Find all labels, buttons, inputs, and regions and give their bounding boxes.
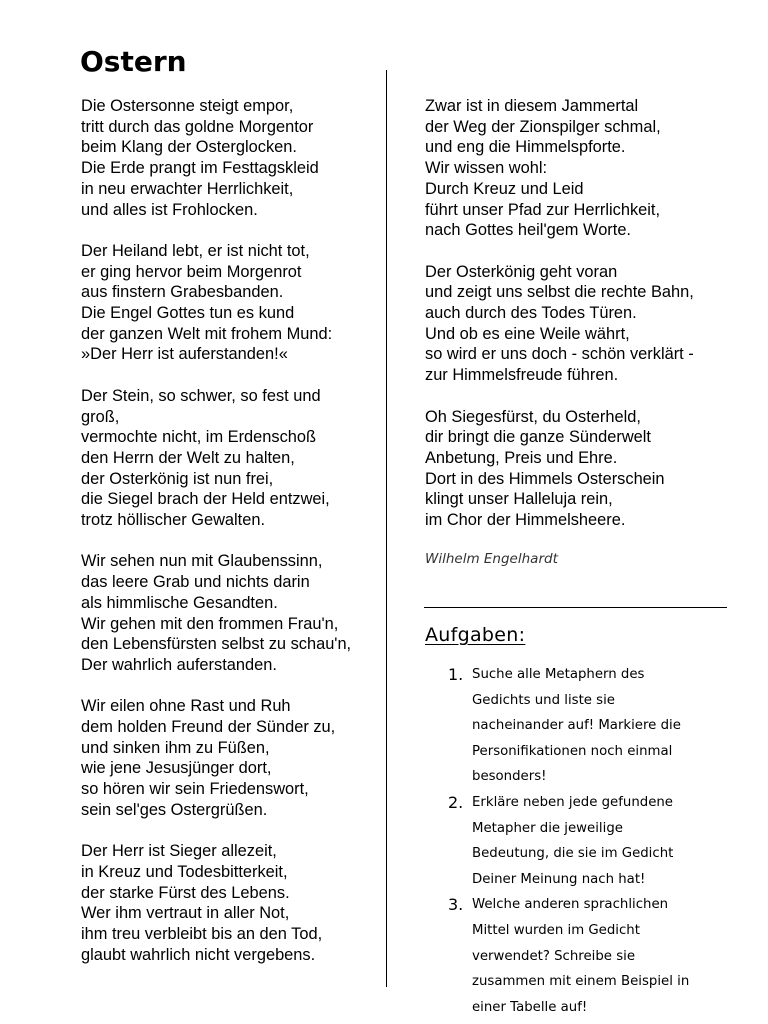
poem-line: den Herrn der Welt zu halten, — [81, 448, 295, 467]
poem-line: Wir sehen nun mit Glaubenssinn, — [81, 552, 323, 571]
poem-line: das leere Grab und nichts darin — [81, 573, 310, 592]
poem-line: als himmlische Gesandten. — [81, 593, 278, 612]
poem-line: Die Erde prangt im Festtagskleid — [81, 159, 319, 178]
poem-line: ihm treu verbleibt bis an den Tod, — [81, 925, 323, 944]
poem-stanza — [81, 841, 381, 965]
poem-line: Zwar ist in diesem Jammertal — [425, 97, 639, 115]
poem-line: zur Himmelsfreude führen. — [425, 366, 619, 385]
poem-line: und sinken ihm zu Füßen, — [81, 738, 270, 757]
poem-line: Die Ostersonne steigt empor, — [81, 97, 294, 115]
poem-line: Der Stein, so schwer, so fest und — [81, 386, 321, 405]
poem-stanza — [81, 551, 381, 675]
tasks-heading — [425, 620, 525, 650]
poem-line: groß, — [81, 407, 120, 426]
task-number: 3. — [448, 895, 464, 915]
task-text-line: Gedichts und liste sie — [472, 692, 615, 708]
task-text-line: zusammen mit einem Beispiel in — [472, 974, 690, 990]
poem-line: Wer ihm vertraut in aller Not, — [81, 904, 290, 923]
poem-line: und alles ist Frohlocken. — [81, 200, 258, 219]
poem-line: Dort in des Himmels Osterschein — [425, 469, 665, 488]
poem-line: wie jene Jesusjünger dort, — [81, 759, 272, 778]
task-item — [448, 892, 733, 1020]
poem-line: Der Osterkönig geht voran — [425, 262, 618, 281]
poem-stanza — [425, 407, 735, 531]
poem-line: klingt unser Halleluja rein, — [425, 490, 613, 509]
poem-line: Der Herr ist Sieger allezeit, — [81, 842, 277, 861]
poem-line: Durch Kreuz und Leid — [425, 179, 584, 198]
poem-line: sein sel'ges Ostergrüßen. — [81, 800, 268, 819]
task-text-line: Bedeutung, die sie im Gedicht — [472, 846, 674, 862]
task-text-line: Personifikationen noch einmal — [472, 743, 673, 759]
tasks-separator — [424, 607, 727, 608]
poem-line: in Kreuz und Todesbitterkeit, — [81, 862, 288, 881]
poem-line: der ganzen Welt mit frohem Mund: — [81, 324, 333, 343]
poem-line: dem holden Freund der Sünder zu, — [81, 718, 336, 737]
poem-column-left — [81, 96, 381, 986]
poem-line: im Chor der Himmelsheere. — [425, 511, 626, 530]
poem-line: dir bringt die ganze Sünderwelt — [425, 428, 651, 447]
poem-line: »Der Herr ist auferstanden!« — [81, 345, 288, 364]
poem-line: der Weg der Zionspilger schmal, — [425, 117, 661, 136]
task-text-line: besonders! — [472, 769, 547, 785]
poem-line: Oh Siegesfürst, du Osterheld, — [425, 407, 641, 426]
poem-stanza — [81, 696, 381, 820]
task-item — [448, 662, 733, 790]
page-title: Ostern — [80, 45, 187, 78]
poem-line: so wird er uns doch - schön verklärt - — [425, 345, 694, 364]
poem-stanza — [81, 386, 381, 531]
task-number: 2. — [448, 792, 464, 812]
poem-line: auch durch des Todes Türen. — [425, 304, 637, 323]
task-text-line: Erkläre neben jede gefundene — [472, 794, 673, 810]
poem-line: trotz höllischer Gewalten. — [81, 511, 266, 530]
poem-line: Der Heiland lebt, er ist nicht tot, — [81, 241, 310, 260]
poem-line: und zeigt uns selbst die rechte Bahn, — [425, 283, 694, 302]
poem-line: Und ob es eine Weile währt, — [425, 324, 630, 343]
poem-line: Wir eilen ohne Rast und Ruh — [81, 697, 291, 716]
poem-author: Wilhelm Engelhardt — [425, 551, 558, 567]
task-item — [448, 790, 733, 892]
task-text-line: Welche anderen sprachlichen — [472, 897, 669, 913]
poem-line: Der wahrlich auferstanden. — [81, 655, 277, 674]
poem-line: Anbetung, Preis und Ehre. — [425, 448, 618, 467]
task-text-line: Deiner Meinung nach hat! — [472, 871, 646, 887]
poem-line: führt unser Pfad zur Herrlichkeit, — [425, 200, 661, 219]
poem-line: Wir wissen wohl: — [425, 159, 548, 178]
poem-line: der Osterkönig ist nun frei, — [81, 469, 274, 488]
task-text-line: Metapher die jeweilige — [472, 820, 623, 836]
poem-line: so hören wir sein Friedenswort, — [81, 780, 309, 799]
task-text-line: nacheinander auf! Markiere die — [472, 718, 681, 734]
tasks-heading-text: Aufgaben: — [425, 624, 526, 646]
poem-stanza — [425, 96, 735, 241]
poem-line: beim Klang der Osterglocken. — [81, 138, 297, 157]
poem-line: in neu erwachter Herrlichkeit, — [81, 179, 294, 198]
poem-line: der starke Fürst des Lebens. — [81, 883, 290, 902]
column-divider — [386, 70, 387, 987]
poem-stanza — [81, 241, 381, 365]
task-number: 1. — [448, 665, 464, 684]
poem-column-right — [425, 96, 735, 551]
task-text-line: Suche alle Metaphern des — [472, 667, 645, 682]
poem-line: und eng die Himmelspforte. — [425, 138, 626, 157]
poem-line: den Lebensfürsten selbst zu schau'n, — [81, 635, 352, 654]
poem-line: Wir gehen mit den frommen Frau'n, — [81, 614, 339, 633]
task-text-line: einer Tabelle auf! — [472, 999, 588, 1015]
poem-line: tritt durch das goldne Morgentor — [81, 117, 314, 136]
poem-line: aus finstern Grabesbanden. — [81, 283, 284, 302]
poem-line: glaubt wahrlich nicht vergebens. — [81, 945, 316, 964]
poem-line: Die Engel Gottes tun es kund — [81, 304, 295, 323]
task-text-line: verwendet? Schreibe sie — [472, 948, 635, 964]
poem-stanza — [425, 262, 735, 386]
task-text-line: Mittel wurden im Gedicht — [472, 922, 640, 938]
poem-line: er ging hervor beim Morgenrot — [81, 262, 302, 281]
poem-line: die Siegel brach der Held entzwei, — [81, 490, 330, 509]
poem-line: nach Gottes heil'gem Worte. — [425, 221, 631, 240]
poem-stanza — [81, 96, 381, 220]
task-list — [448, 662, 733, 1020]
poem-line: vermochte nicht, im Erdenschoß — [81, 428, 317, 447]
